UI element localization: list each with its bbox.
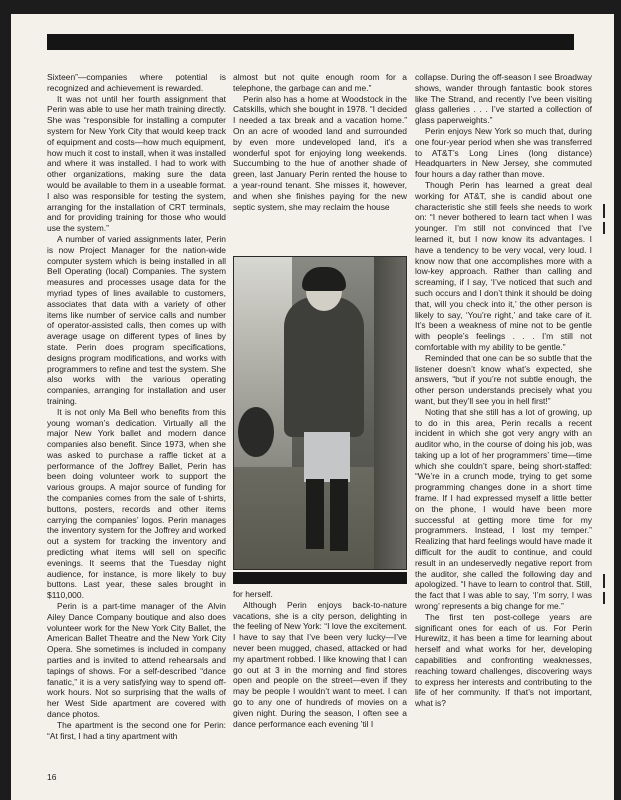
header-rule-bar [47,34,574,50]
page-number: 16 [47,772,57,782]
margin-mark [603,592,605,604]
paragraph: The first ten post-college years are significant ones for each of us. For Perin Hurewitz, it has been a time for learning about herself and what works for her, developing capabilities and confronting weaknesses, reaching toward challenges, discovering ways to express her interests and contributing to the life of her community. If that’s not important, what is? [415,611,592,709]
paragraph: A number of varied assignments later, Perin is now Project Manager for the nation-wide computer system which is being installed in all Bell Operating (local) Companies. The system measures and processes usage data for the myriad types of lines available to customers, associates that data with a variety of other items like number of service calls and number of operator-assisted calls, then comes up with average usage on different types of lines by state. Perin does program specifications, designs program modifications, and works with programmers to refine and test the system. She also works with the various operating companies, arranging for installation and user training. [47,233,226,406]
paragraph: Perin is a part-time manager of the Alvin Ailey Dance Company boutique and also does volunteer work for the New York City Ballet, the American Ballet Theatre and the New York City Opera. She sometimes is included in company parties and is invited to attend rehearsals and tapings of shows. For a self-described “dance fanatic,” it is a very satisfying way to spend off-work hours. Not so surprising that the walls of her West Side apartment are covered with dance photos. [47,601,226,720]
paragraph: The apartment is the second one for Perin: “At first, I had a tiny apartment with [47,719,226,741]
paragraph: It was not until her fourth assignment that Perin was able to use her math training directly. She was “responsible for installing a computer system for New York City that would keep track of equipment and costs—how much equipment, how much it cost to install, when it was installed and where it was installed. I had to work with other organizations, making sure the data would be available to them in a useable format. I also was responsible for testing the system, arranging for the installation of CRT terminals, and for providing training for those who would use the system.” [47,93,226,234]
magazine-page [11,14,614,800]
paragraph: Perin also has a home at Woodstock in the Catskills, which she bought in 1978. “I decided I needed a tax break and a vacation home.” On an acre of wooded land and surrounded by even more undeveloped land, it’s a wonderful spot for enjoying long weekends. Succumbing to the hue of another shade of green, last January Perin rented the house to a year-round tenant. She misses it, however, and when she finishes paying for the new septic system, she may reclaim the house [233,93,407,212]
column-2-continued [233,589,407,729]
paragraph: Though Perin has learned a great deal working for AT&T, she is candid about one characteristic she still feels she needs to work on: “I never bothered to learn tact when I was younger. I’m still not convinced that I’ve learned it, but I now know its advantages. I have a tendency to be very vocal, very loud. I know now that one accomplishes more with a low-key approach. Rather than calling and screaming, if I say, ‘I’ve noticed that such and such occurs and I don’t think it should be doing that, will you check into it,’ the other person is likely to say, ‘You’re right,’ and take care of it. It’s been a weakness of mine not to be gentle with people’s feelings . . . I’m still not comfortable with my ability to be gentle.” [415,179,592,352]
portrait-photo [233,256,407,570]
margin-mark [603,204,605,218]
photo-caption-bar [233,572,407,584]
column-3 [415,72,592,709]
paragraph: collapse. During the off-season I see Broadway shows, wander through fantastic book stores like The Strand, and recently I’ve been visiting glass galleries . . . I’ve started a collection of glass paperweights.” [415,72,592,126]
margin-mark [603,574,605,588]
paragraph: for herself. [233,589,273,599]
column-1 [47,72,226,741]
tree-shape [374,257,406,569]
person-boot-shape [306,479,324,549]
paragraph: almost but not quite enough room for a telephone, the garbage can and me.” [233,72,407,93]
paragraph: Sixteen”—companies where potential is recognized and achievement is rewarded. [47,72,226,93]
paragraph: Perin enjoys New York so much that, during one four-year period when she was transferred to AT&T’s Long Lines (long distance) Headquarters in New Jersey, she commuted four hours a day rather than move. [415,125,592,180]
paragraph: Although Perin enjoys back-to-nature vacations, she is a city person, delighting in the feeling of New York: “I love the excitement. I have to say that I’ve been very lucky—I’ve never been mugged, chased, attacked or had my apartment robbed. I like knowing that I can go out at 3 in the morning and find stores open and people on the street—even if they may be people I wouldn’t want to meet. I can go to any one of hundreds of movies on a given night. During the season, I often see a dance performance each evening ’til I [233,599,407,729]
person-boot-shape [330,479,348,551]
car-wheel-shape [238,407,274,457]
paragraph: Reminded that one can be so subtle that the listener doesn’t know what’s expected, she answers, “but if you’re not subtle enough, the other person understands precisely what you want, but they’ll see you in hell first!” [415,352,592,406]
paragraph: Noting that she still has a lot of growing, up to do in this area, Perin recalls a recent incident in which she got very angry with an auditor who, in the course of doing his job, was taking up a lot of her programmers’ time—time which she couldn’t spare, being short-staffed: “We’re in a crunch mode, trying to get some programming changes done in a short time frame. If I had expressed myself a little better on the phone, I would have been more successful at getting more time for my programmers. Instead, I lost my temper.” Realizing that hard feelings would have made it difficult for the audit to continue, and could result in an undeservedly negative report from the auditor, she called the following day and apologized. “I have to learn to control that. Still, the fact that I was able to say, ‘I’m sorry, I was wrong’ represents a big change for me.” [415,406,592,612]
person-hair-shape [302,267,346,291]
margin-mark [603,222,605,234]
column-2 [233,72,407,212]
person-jacket-shape [284,297,364,437]
person-jeans-shape [304,432,350,482]
paragraph: It is not only Ma Bell who benefits from this young woman’s dedication. Virtually all the major New York ballet and modern dance companies also benefit. Since 1973, when she was asked to purchase a raffle ticket at a performance of the Joffrey Ballet, Perin has been doing volunteer work to support the various groups. A major source of funding for the companies comes from the sale of t-shirts, buttons, posters, records and other items carrying the companies’ logos. Perin manages the inventory system for the Joffrey and worked out a system for tracking the inventory and predicting what items will sell on specific evenings. It seems that the Tuesday night audience, for instance, is more likely to buy buttons. Last year, these sales brought in $110,000. [47,406,226,601]
